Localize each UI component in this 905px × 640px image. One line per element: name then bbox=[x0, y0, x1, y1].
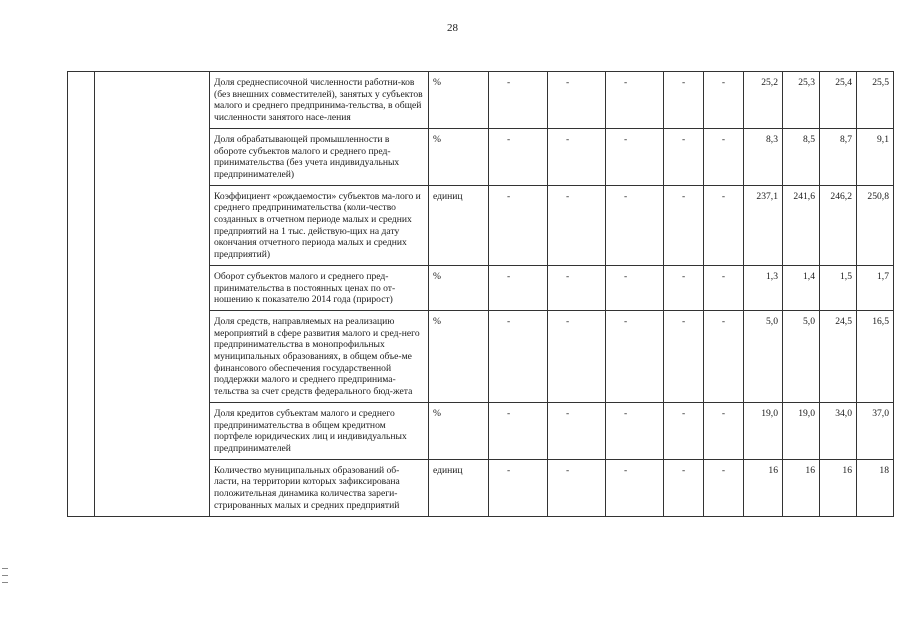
value-cell: 8,3 bbox=[744, 128, 783, 185]
dash-cell: - bbox=[548, 72, 606, 129]
indicator-name: Доля кредитов субъектам малого и среднего предпринимательства в общем кредитном портфеле юридических лиц и индивидуальных предпринимателей bbox=[210, 402, 429, 459]
dash-cell: - bbox=[489, 459, 548, 516]
value-cell: 25,4 bbox=[820, 72, 857, 129]
dash-cell: - bbox=[704, 265, 744, 310]
value-cell: 19,0 bbox=[783, 402, 820, 459]
value-cell: 16 bbox=[820, 459, 857, 516]
margin-marks bbox=[2, 568, 8, 589]
dash-cell: - bbox=[548, 402, 606, 459]
value-cell: 237,1 bbox=[744, 185, 783, 265]
dash-cell: - bbox=[489, 310, 548, 402]
value-cell: 1,4 bbox=[783, 265, 820, 310]
dash-cell: - bbox=[704, 459, 744, 516]
dash-cell: - bbox=[489, 72, 548, 129]
value-cell: 1,3 bbox=[744, 265, 783, 310]
page-number: 28 bbox=[447, 22, 458, 34]
indicators-table bbox=[67, 71, 894, 517]
value-cell: 34,0 bbox=[820, 402, 857, 459]
dash-cell: - bbox=[664, 459, 704, 516]
dash-cell: - bbox=[606, 402, 664, 459]
value-cell: 16 bbox=[744, 459, 783, 516]
dash-cell: - bbox=[664, 402, 704, 459]
indicator-name: Доля обрабатывающей промышленности в обороте субъектов малого и среднего пред-принимательства (без учета индивидуальных предпринимателей) bbox=[210, 128, 429, 185]
dash-cell: - bbox=[548, 185, 606, 265]
dash-cell: - bbox=[704, 128, 744, 185]
dash-cell: - bbox=[606, 128, 664, 185]
value-cell: 250,8 bbox=[857, 185, 894, 265]
value-cell: 18 bbox=[857, 459, 894, 516]
value-cell: 16 bbox=[783, 459, 820, 516]
dash-cell: - bbox=[548, 265, 606, 310]
dash-cell: - bbox=[664, 310, 704, 402]
dash-cell: - bbox=[704, 72, 744, 129]
dash-cell: - bbox=[489, 128, 548, 185]
indicator-name: Коэффициент «рождаемости» субъектов ма-лого и среднего предпринимательства (коли-чество созданных в отчетном периоде малых и средних предприятий на 1 тыс. действую-щих на дату окончания отчетного периода малых и средних предприятий) bbox=[210, 185, 429, 265]
dash-cell: - bbox=[489, 185, 548, 265]
value-cell: 246,2 bbox=[820, 185, 857, 265]
indicator-name: Оборот субъектов малого и среднего пред-принимательства в постоянных ценах по от-ношению к показателю 2014 года (прирост) bbox=[210, 265, 429, 310]
value-cell: 8,5 bbox=[783, 128, 820, 185]
dash-cell: - bbox=[704, 402, 744, 459]
dash-cell: - bbox=[664, 265, 704, 310]
dash-cell: - bbox=[704, 310, 744, 402]
value-cell: 1,5 bbox=[820, 265, 857, 310]
indicator-name: Доля средств, направляемых на реализацию мероприятий в сфере развития малого и сред-него предпринимательства в монопрофильных муниципальных образованиях, в общем объе-ме финансового обеспечения государственной поддержки малого и среднего предпринима-тельства за счет средств федерального бюд-жета bbox=[210, 310, 429, 402]
dash-cell: - bbox=[548, 128, 606, 185]
unit-cell: % bbox=[429, 310, 489, 402]
value-cell: 5,0 bbox=[744, 310, 783, 402]
indicator-name: Количество муниципальных образований об-ласти, на территории которых зафиксирована положительная динамика количества зареги-стрированных малых и средних предприятий bbox=[210, 459, 429, 516]
dash-cell: - bbox=[664, 185, 704, 265]
unit-cell: % bbox=[429, 128, 489, 185]
dash-cell: - bbox=[664, 128, 704, 185]
dash-cell: - bbox=[548, 310, 606, 402]
value-cell: 9,1 bbox=[857, 128, 894, 185]
value-cell: 24,5 bbox=[820, 310, 857, 402]
unit-cell: % bbox=[429, 265, 489, 310]
unit-cell: единиц bbox=[429, 185, 489, 265]
dash-cell: - bbox=[606, 185, 664, 265]
dash-cell: - bbox=[606, 265, 664, 310]
value-cell: 19,0 bbox=[744, 402, 783, 459]
value-cell: 25,3 bbox=[783, 72, 820, 129]
value-cell: 16,5 bbox=[857, 310, 894, 402]
value-cell: 25,2 bbox=[744, 72, 783, 129]
value-cell: 1,7 bbox=[857, 265, 894, 310]
dash-cell: - bbox=[548, 459, 606, 516]
value-cell: 241,6 bbox=[783, 185, 820, 265]
unit-cell: % bbox=[429, 402, 489, 459]
value-cell: 5,0 bbox=[783, 310, 820, 402]
table-body bbox=[68, 72, 894, 517]
dash-cell: - bbox=[606, 72, 664, 129]
value-cell: 37,0 bbox=[857, 402, 894, 459]
indicator-name: Доля среднесписочной численности работни-ков (без внешних совместителей), занятых у субъектов малого и среднего предпринима-тельства, в общей численности занятого насе-ления bbox=[210, 72, 429, 129]
table-row bbox=[68, 72, 894, 129]
dash-cell: - bbox=[664, 72, 704, 129]
dash-cell: - bbox=[606, 310, 664, 402]
value-cell: 25,5 bbox=[857, 72, 894, 129]
dash-cell: - bbox=[704, 185, 744, 265]
dash-cell: - bbox=[489, 265, 548, 310]
unit-cell: % bbox=[429, 72, 489, 129]
blank-column-2 bbox=[95, 72, 210, 517]
dash-cell: - bbox=[606, 459, 664, 516]
dash-cell: - bbox=[489, 402, 548, 459]
value-cell: 8,7 bbox=[820, 128, 857, 185]
blank-column-1 bbox=[68, 72, 95, 517]
unit-cell: единиц bbox=[429, 459, 489, 516]
